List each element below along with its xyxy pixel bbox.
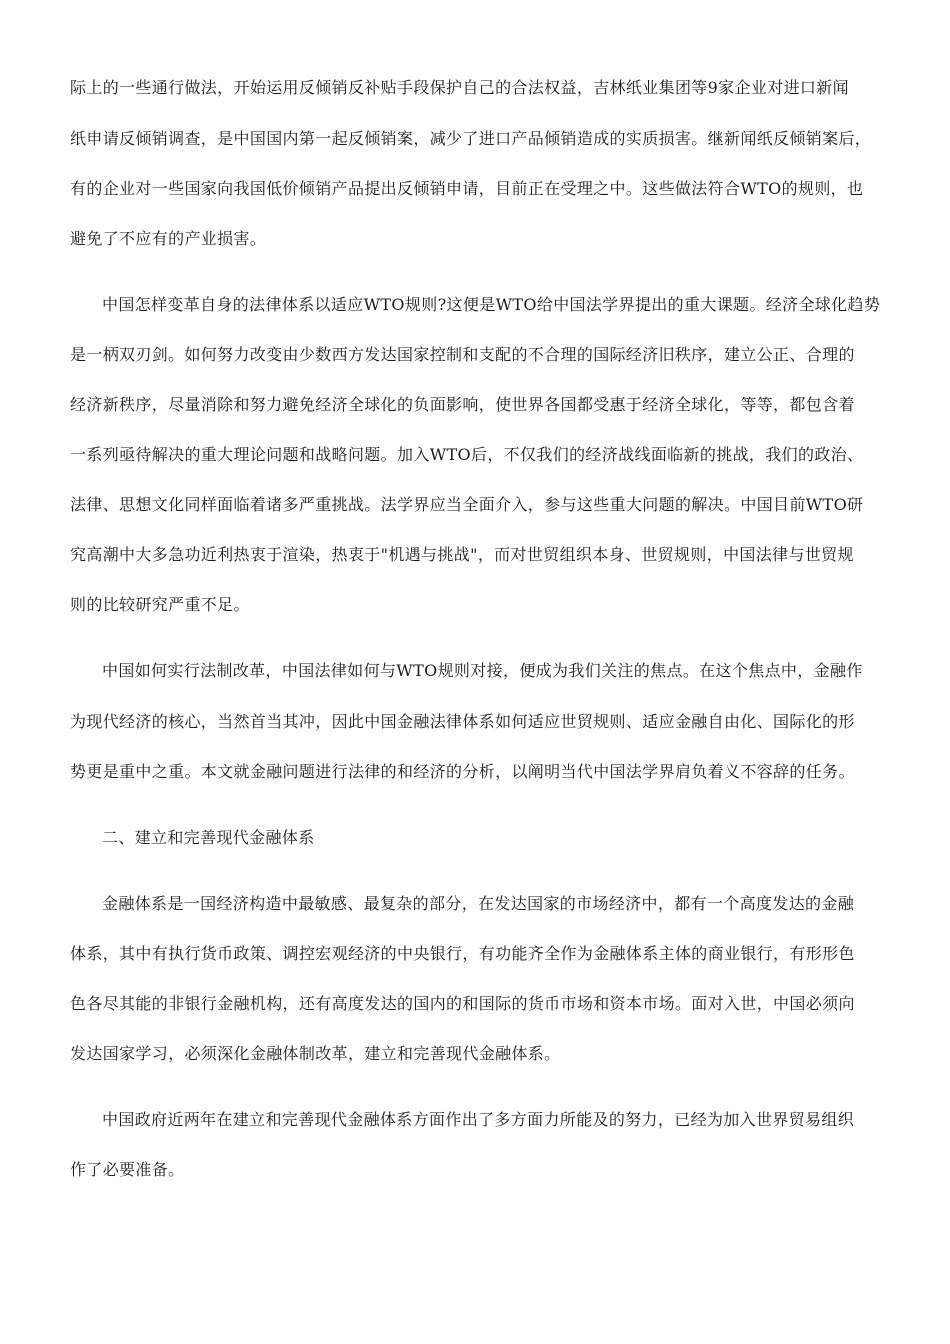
text-line: 一系列亟待解决的重大理论问题和战略问题。加入WTO后，不仅我们的经济战线面临新的挑战，我们的政治、	[70, 445, 864, 464]
text-line: 避免了不应有的产业损害。	[70, 229, 267, 248]
text-line: 中国如何实行法制改革，中国法律如何与WTO规则对接，便成为我们关注的焦点。在这个焦点中，金融作	[102, 661, 863, 680]
text-line: 为现代经济的核心，当然首当其冲，因此中国金融法律体系如何适应世贸规则、适应金融自由化、国际化的形	[70, 712, 855, 731]
text-line: 色各尽其能的非银行金融机构，还有高度发达的国内的和国际的货币市场和资本市场。面对入世，中国必须向	[70, 994, 855, 1013]
text-line: 法律、思想文化同样面临着诸多严重挑战。法学界应当全面介入，参与这些重大问题的解决。中国目前WTO研	[70, 495, 864, 514]
text-line: 发达国家学习，必须深化金融体制改革，建立和完善现代金融体系。	[70, 1044, 561, 1063]
text-line: 则的比较研究严重不足。	[70, 595, 250, 614]
text-line: 有的企业对一些国家向我国低价倾销产品提出反倾销申请，目前正在受理之中。这些做法符合WTO的规则，也	[70, 179, 864, 198]
text-line: 中国政府近两年在建立和完善现代金融体系方面作出了多方面力所能及的努力，已经为加入世界贸易组织	[102, 1110, 855, 1129]
text-line: 金融体系是一国经济构造中最敏感、最复杂的部分，在发达国家的市场经济中，都有一个高度发达的金融	[102, 894, 855, 913]
text-line: 中国怎样变革自身的法律体系以适应WTO规则?这便是WTO给中国法学界提出的重大课题。经济全球化趋势	[102, 295, 881, 314]
text-line: 经济新秩序，尽量消除和努力避免经济全球化的负面影响，使世界各国都受惠于经济全球化，等等，都包含着	[70, 395, 855, 414]
text-line: 势更是重中之重。本文就金融问题进行法律的和经济的分析，以阐明当代中国法学界肩负着义不容辞的任务。	[70, 762, 855, 781]
text-line: 究高潮中大多急功近利热衷于渲染，热衷于"机遇与挑战"，而对世贸组织本身、世贸规则，中国法律与世贸规	[70, 545, 854, 564]
section-heading: 二、建立和完善现代金融体系	[102, 828, 315, 847]
text-line: 是一柄双刃剑。如何努力改变由少数西方发达国家控制和支配的不合理的国际经济旧秩序，建立公正、合理的	[70, 345, 855, 364]
text-line: 纸申请反倾销调查，是中国国内第一起反倾销案，减少了进口产品倾销造成的实质损害。继新闻纸反倾销案后，	[70, 129, 872, 148]
text-line: 际上的一些通行做法，开始运用反倾销反补贴手段保护自己的合法权益，吉林纸业集团等9家企业对进口新闻	[70, 78, 849, 97]
text-line: 作了必要准备。	[70, 1160, 185, 1179]
text-line: 体系，其中有执行货币政策、调控宏观经济的中央银行，有功能齐全作为金融体系主体的商业银行，有形形色	[70, 944, 855, 963]
